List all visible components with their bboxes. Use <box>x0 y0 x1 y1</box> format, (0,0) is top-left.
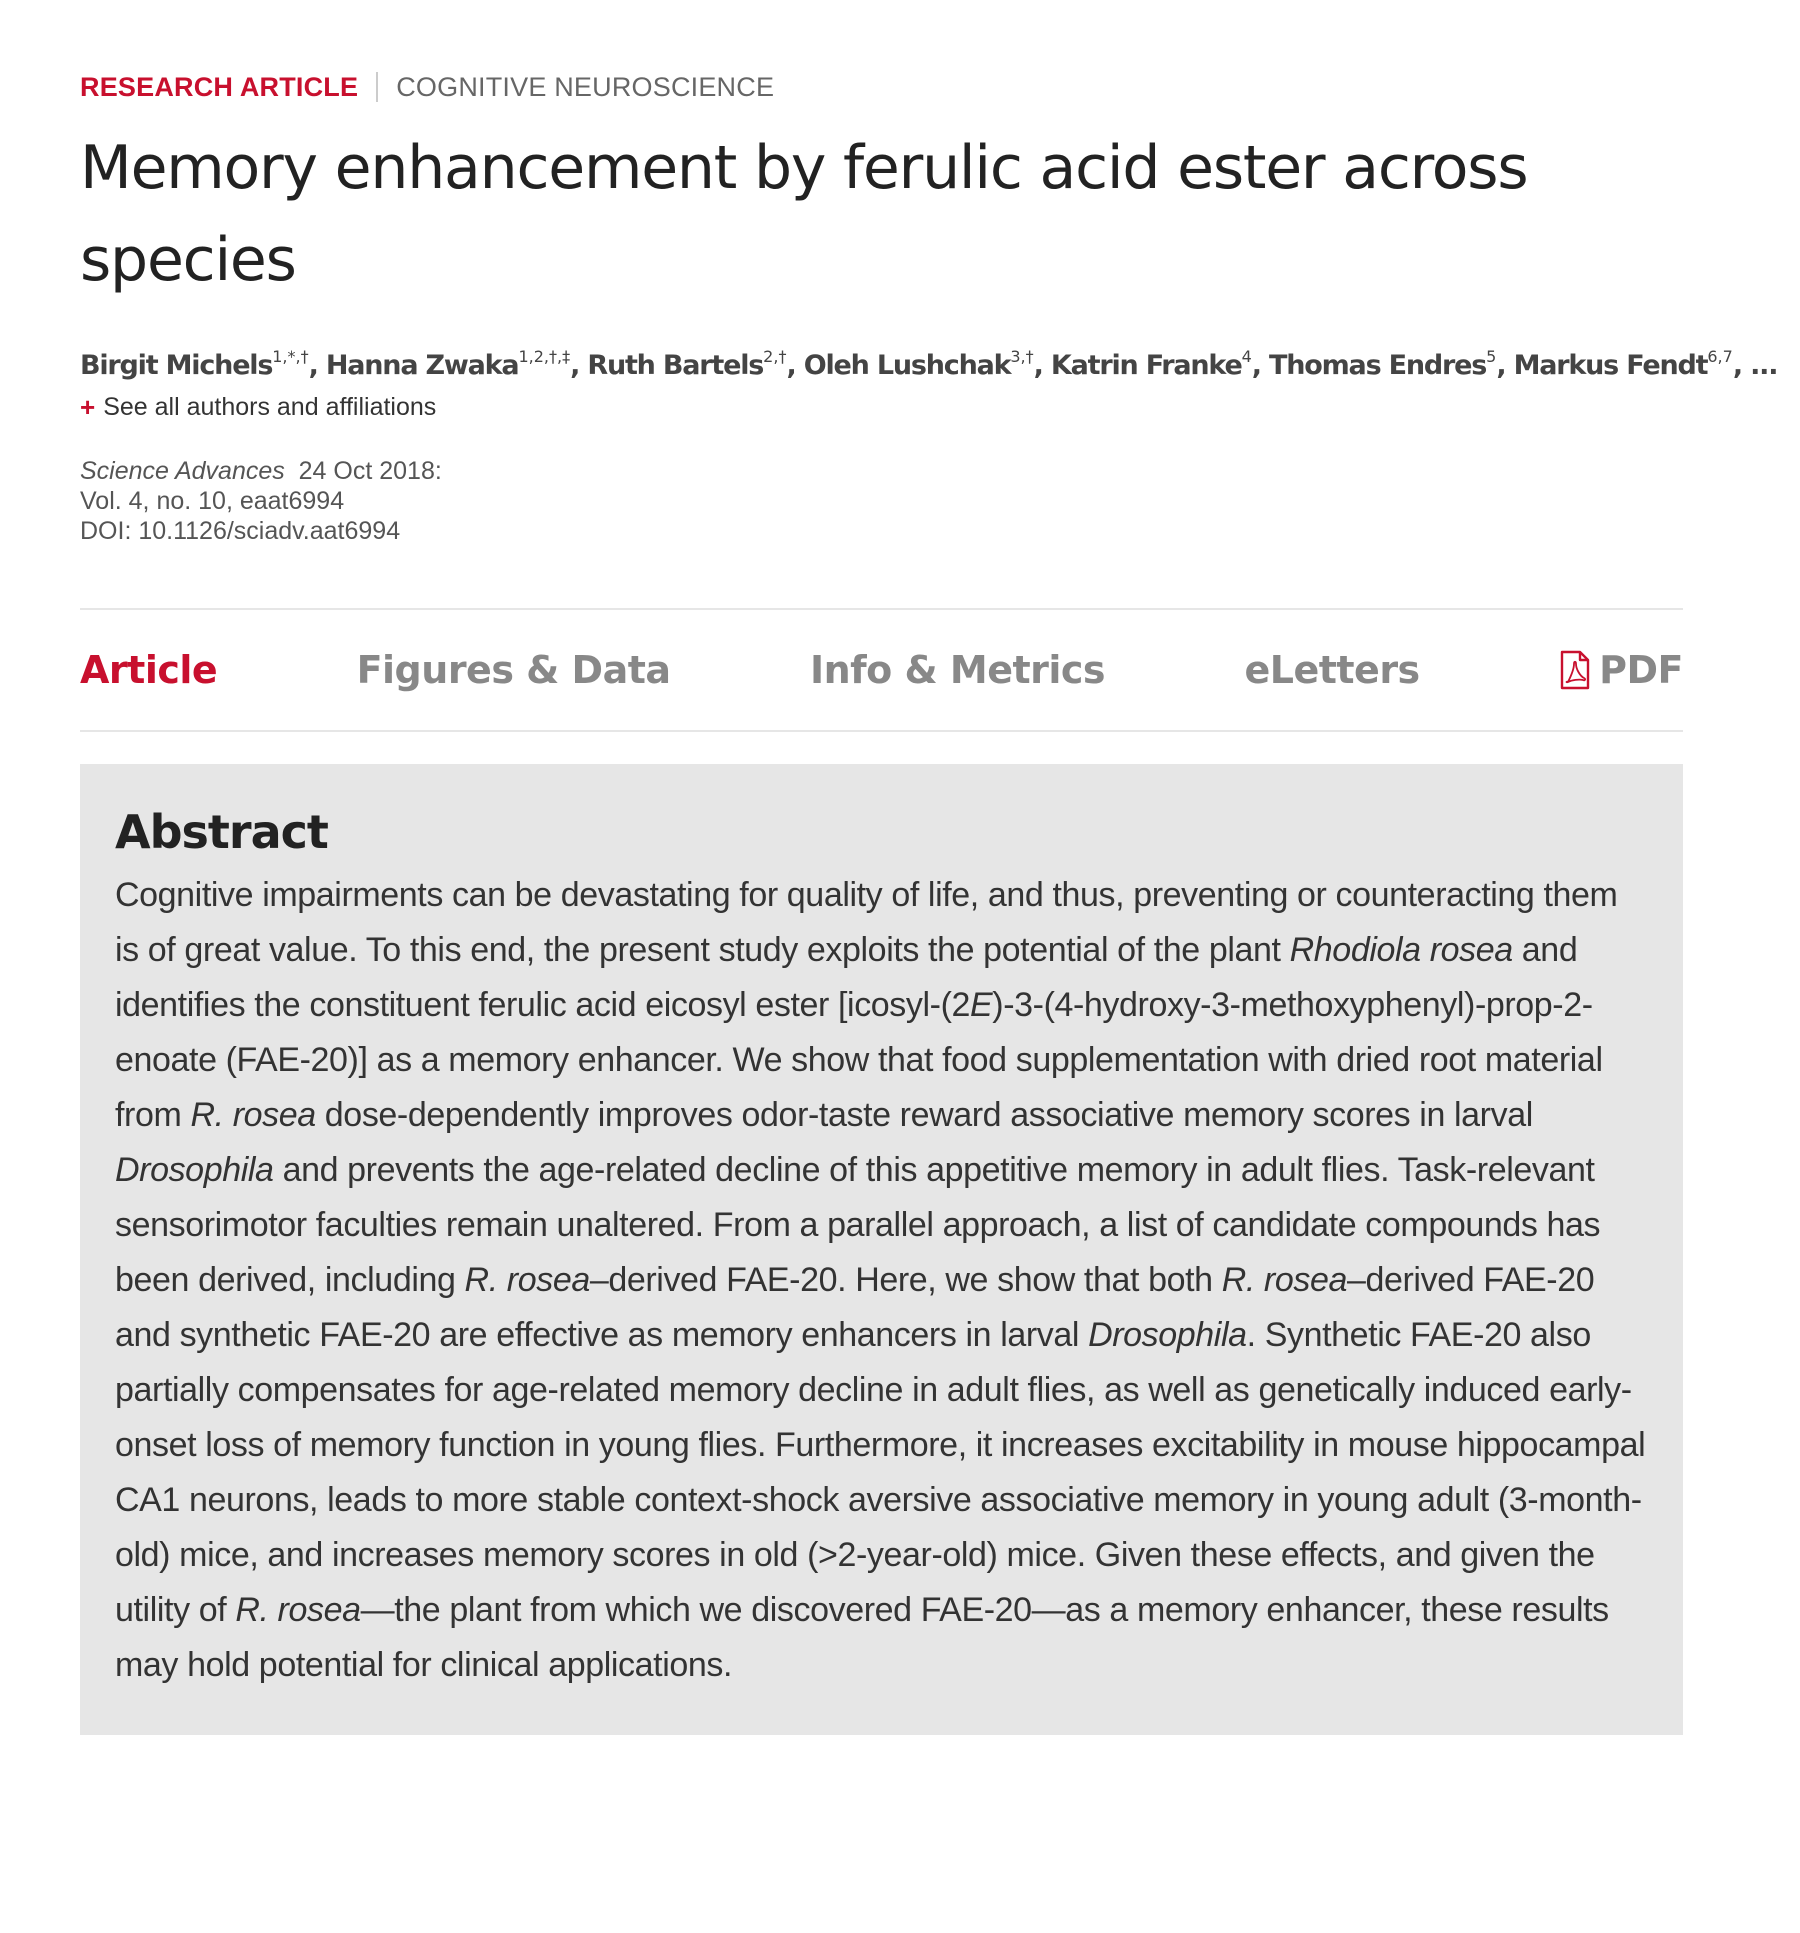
author-affiliation-marks: 4 <box>1241 347 1252 367</box>
italic-term: E <box>970 986 993 1025</box>
see-all-authors-link[interactable] <box>80 392 1683 422</box>
author-name[interactable]: Oleh Lushchak <box>803 350 1011 382</box>
kicker-divider <box>376 72 378 102</box>
author-name[interactable]: Hanna Zwaka <box>325 350 519 382</box>
italic-term: Drosophila <box>1088 1316 1247 1355</box>
article-tabs <box>80 608 1683 732</box>
tab-figures-data[interactable]: Figures & Data <box>356 648 671 693</box>
pdf-icon <box>1559 650 1591 690</box>
subject-field-label[interactable]: COGNITIVE NEUROSCIENCE <box>396 71 775 102</box>
author-name[interactable]: Birgit Michels <box>80 350 273 382</box>
article-title: Memory enhancement by ferulic acid ester across species <box>80 133 1528 295</box>
article-kicker <box>80 70 1683 104</box>
authors-more: , ... <box>1732 350 1778 382</box>
tab-info-metrics[interactable]: Info & Metrics <box>809 648 1106 693</box>
italic-term: Drosophila <box>115 1151 274 1190</box>
plus-icon: + <box>80 392 96 423</box>
author-list: Birgit Michels$^{1,*,\dagger}$, Hanna Zwaka$^{1,2,\dagger,\ddagger}$, Ruth Bartels$^{2,\dagger}$, Oleh Lushchak$^{3,\dagger}$, Katrin Franke$^4$, Thomas Endres$^5$, Markus Fendt$^{6,7}$, ... <box>80 347 1778 382</box>
pdf-label: PDF <box>1599 648 1683 693</box>
author-affiliation-marks: 3,† <box>1010 347 1034 367</box>
publication-date: 24 Oct 2018: <box>298 457 442 486</box>
article-type-label[interactable]: RESEARCH ARTICLE <box>80 71 359 102</box>
tab-pdf[interactable] <box>1559 648 1683 692</box>
author-name[interactable]: Thomas Endres <box>1269 350 1487 382</box>
tab-eletters[interactable]: eLetters <box>1244 648 1420 693</box>
see-all-authors-label: See all authors and affiliations <box>103 393 437 422</box>
italic-term: R. rosea <box>464 1261 590 1300</box>
author-affiliation-marks: 6,7 <box>1707 347 1733 367</box>
author-name[interactable]: Ruth Bartels <box>587 350 764 382</box>
italic-term: R. rosea <box>1221 1261 1347 1300</box>
abstract-text: Cognitive impairments can be devastating for quality of life, and thus, preventing or counteracting them is of great value. To this end, the present study exploits the potential of the plant Rhodiola rosea and identifies the constituent ferulic acid eicosyl ester [icosyl-(2E)-3-(4-hydroxy-3-methoxyphenyl)-prop-2-enoate (FAE-20)] as a memory enhancer. We show that food supplementation with dried root material from R. rosea dose-dependently improves odor-taste reward associative memory scores in larval Drosophila and prevents the age-related decline of this appetitive memory in adult flies. Task-relevant sensorimotor faculties remain unaltered. From a parallel approach, a list of candidate compounds has been derived, including R. rosea–derived FAE-20. Here, we show that both R. rosea–derived FAE-20 and synthetic FAE-20 are effective as memory enhancers in larval Drosophila. Synthetic FAE-20 also partially compensates for age-related memory decline in adult flies, as well as genetically induced early-onset loss of memory function in young flies. Furthermore, it increases excitability in mouse hippocampal CA1 neurons, leads to more stable context-shock aversive associative memory in young adult (3-month-old) mice, and increases memory scores in old (>2-year-old) mice. Given these effects, and given the utility of R. rosea—the plant from which we discovered FAE-20—as a memory enhancer, these results may hold potential for clinical applications. <box>115 876 1646 1685</box>
doi: DOI: 10.1126/sciadv.aat6994 <box>80 517 401 546</box>
author-affiliation-marks: 5 <box>1486 347 1497 367</box>
author-name[interactable]: Markus Fendt <box>1513 350 1708 382</box>
author-affiliation-marks: 1,2,†,‡ <box>518 347 571 367</box>
italic-term: R. rosea <box>235 1591 361 1630</box>
italic-term: Rhodiola rosea <box>1289 931 1513 970</box>
abstract-heading: Abstract <box>115 805 328 860</box>
article-page <box>80 70 1778 1735</box>
tab-article[interactable]: Article <box>80 648 218 693</box>
italic-term: R. rosea <box>190 1096 316 1135</box>
volume-info: Vol. 4, no. 10, eaat6994 <box>80 487 345 516</box>
author-name[interactable]: Katrin Franke <box>1050 350 1242 382</box>
citation-block <box>80 456 1683 546</box>
abstract-section <box>80 764 1683 1735</box>
author-affiliation-marks: 2,† <box>763 347 787 367</box>
journal-name: Science Advances <box>80 457 285 486</box>
author-affiliation-marks: 1,*,† <box>272 347 309 367</box>
